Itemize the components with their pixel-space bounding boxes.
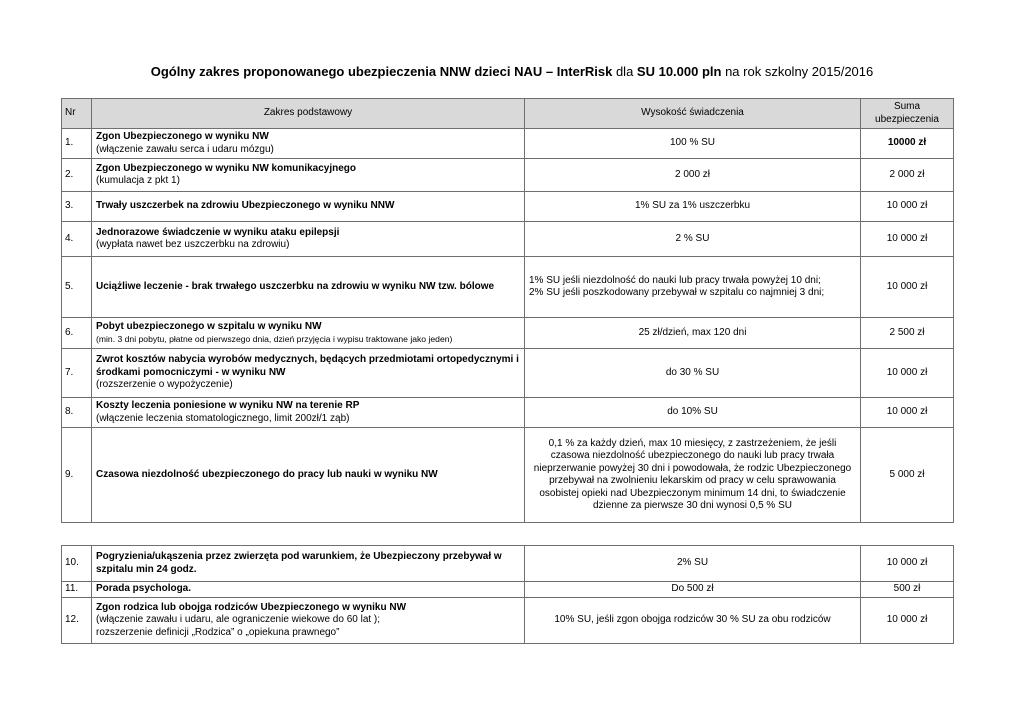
row-benefit: 2 % SU	[525, 222, 861, 257]
row-scope-note: (wypłata nawet bez uszczerbku na zdrowiu)	[96, 239, 290, 250]
header-nr: Nr	[62, 99, 92, 129]
row-number: 7.	[62, 349, 92, 398]
title-year: na rok szkolny 2015/2016	[721, 64, 874, 79]
header-zakres: Zakres podstawowy	[92, 99, 525, 129]
table-row	[62, 222, 954, 257]
row-scope-note: (włączenie zawału i udaru, ale ograniczenie wiekowe do 60 lat );	[96, 614, 381, 626]
additional-coverage-table	[61, 545, 954, 644]
row-scope-note: rozszerzenie definicji „Rodzica” o „opiekuna prawnego”	[96, 626, 340, 638]
row-benefit: 0,1 % za każdy dzień, max 10 miesięcy, z zastrzeżeniem, że jeśli czasowa niezdolność ubezpieczonego do nauki lub pracy trwała nieprzerwanie powyżej 30 dni i powodowała, że rodzic Ubezpieczonego przebywał na zwolnieniu lekarskim od pracy w celu sprawowania osobistej opieki nad Ubezpieczonym minimum 14 dni, to świadczenie dzienne za pierwsze 30 dni wynosi 0,5 % SU	[525, 428, 861, 523]
header-suma: Suma ubezpieczenia	[861, 99, 954, 129]
table-row	[62, 192, 954, 222]
row-scope	[92, 398, 525, 428]
row-number: 9.	[62, 428, 92, 523]
title-connector: dla	[612, 64, 637, 79]
row-scope-title: Uciążliwe leczenie - brak trwałego uszczerbku na zdrowiu w wyniku NW tzw. bólowe	[92, 257, 525, 318]
row-sum: 2 500 zł	[861, 318, 954, 349]
row-scope-title: Zwrot kosztów nabycia wyrobów medycznych, będących przedmiotami ortopedycznymi i środkami pomocniczymi - w wyniku NW	[96, 354, 519, 378]
row-scope	[92, 159, 525, 192]
row-scope-title: Pogryzienia/ukąszenia przez zwierzęta pod warunkiem, że Ubezpieczony przebywał w szpitalu min 24 godz.	[92, 546, 525, 582]
row-scope-title: Jednorazowe świadczenie w wyniku ataku epilepsji	[96, 226, 340, 238]
row-scope-title: Czasowa niezdolność ubezpieczonego do pracy lub nauki w wyniku NW	[92, 428, 525, 523]
row-scope-title: Zgon Ubezpieczonego w wyniku NW	[96, 131, 269, 142]
row-benefit: 1% SU za 1% uszczerbku	[525, 192, 861, 222]
row-number: 11.	[62, 582, 92, 598]
row-benefit-line: 2% SU jeśli poszkodowany przebywał w szpitalu co najmniej 3 dni;	[529, 287, 825, 298]
row-benefit: 2% SU	[525, 546, 861, 582]
title-sum: SU 10.000 pln	[636, 64, 722, 79]
row-sum: 10 000 zł	[861, 598, 954, 644]
row-sum: 2 000 zł	[861, 159, 954, 192]
row-sum: 10 000 zł	[861, 546, 954, 582]
row-scope-title: Koszty leczenia poniesione w wyniku NW na terenie RP	[96, 400, 360, 411]
row-sum: 5 000 zł	[861, 428, 954, 523]
row-sum: 10 000 zł	[861, 349, 954, 398]
title-main: Ogólny zakres proponowanego ubezpieczenia NNW dzieci NAU – InterRisk	[150, 64, 613, 79]
row-benefit: 100 % SU	[525, 129, 861, 159]
row-sum: 500 zł	[861, 582, 954, 598]
row-scope-note: (rozszerzenie o wypożyczenie)	[96, 379, 233, 391]
row-scope-title: Zgon Ubezpieczonego w wyniku NW komunikacyjnego	[96, 162, 357, 174]
row-sum: 10 000 zł	[861, 398, 954, 428]
page-title	[0, 64, 1024, 79]
row-number: 10.	[62, 546, 92, 582]
row-benefit: do 10% SU	[525, 398, 861, 428]
row-sum: 10 000 zł	[861, 257, 954, 318]
table-row	[62, 159, 954, 192]
row-scope	[92, 349, 525, 398]
row-scope-title: Pobyt ubezpieczonego w szpitalu w wyniku NW	[96, 320, 322, 332]
table-header-row	[62, 99, 954, 129]
row-scope-note: (włączenie leczenia stomatologicznego, limit 200zł/1 ząb)	[96, 412, 350, 424]
row-scope-title: Porada psychologa.	[92, 582, 525, 598]
row-scope-note: (włączenie zawału serca i udaru mózgu)	[96, 143, 274, 155]
row-benefit: 25 zł/dzień, max 120 dni	[525, 318, 861, 349]
row-scope-title: Trwały uszczerbek na zdrowiu Ubezpieczonego w wyniku NNW	[92, 192, 525, 222]
table-row	[62, 428, 954, 523]
row-scope-note: (min. 3 dni pobytu, płatne od pierwszego dnia, dzień przyjęcia i wypisu traktowane jako jeden)	[96, 334, 453, 344]
row-number: 1.	[62, 129, 92, 159]
table-row	[62, 129, 954, 159]
row-benefit: 10% SU, jeśli zgon obojga rodziców 30 % SU za obu rodziców	[525, 598, 861, 644]
row-scope	[92, 318, 525, 349]
table-row	[62, 546, 954, 582]
row-number: 4.	[62, 222, 92, 257]
row-scope-note: (kumulacja z pkt 1)	[96, 175, 180, 186]
row-scope	[92, 129, 525, 159]
table-row	[62, 318, 954, 349]
row-benefit-line: 1% SU jeśli niezdolność do nauki lub pracy trwała powyżej 10 dni;	[529, 274, 821, 286]
table-row	[62, 598, 954, 644]
row-number: 2.	[62, 159, 92, 192]
row-sum: 10 000 zł	[861, 222, 954, 257]
table-row	[62, 349, 954, 398]
row-number: 12.	[62, 598, 92, 644]
header-wysokosc: Wysokość świadczenia	[525, 99, 861, 129]
coverage-table	[61, 98, 954, 523]
row-number: 3.	[62, 192, 92, 222]
row-benefit: do 30 % SU	[525, 349, 861, 398]
row-benefit: Do 500 zł	[525, 582, 861, 598]
row-scope	[92, 598, 525, 644]
row-scope	[92, 222, 525, 257]
row-number: 5.	[62, 257, 92, 318]
table-row	[62, 398, 954, 428]
table-row	[62, 257, 954, 318]
row-number: 8.	[62, 398, 92, 428]
row-sum: 10 000 zł	[861, 192, 954, 222]
row-number: 6.	[62, 318, 92, 349]
row-benefit	[525, 257, 861, 318]
row-scope-title: Zgon rodzica lub obojga rodziców Ubezpieczonego w wyniku NW	[96, 601, 407, 613]
table-row	[62, 582, 954, 598]
row-benefit: 2 000 zł	[525, 159, 861, 192]
row-sum: 10000 zł	[861, 129, 954, 159]
